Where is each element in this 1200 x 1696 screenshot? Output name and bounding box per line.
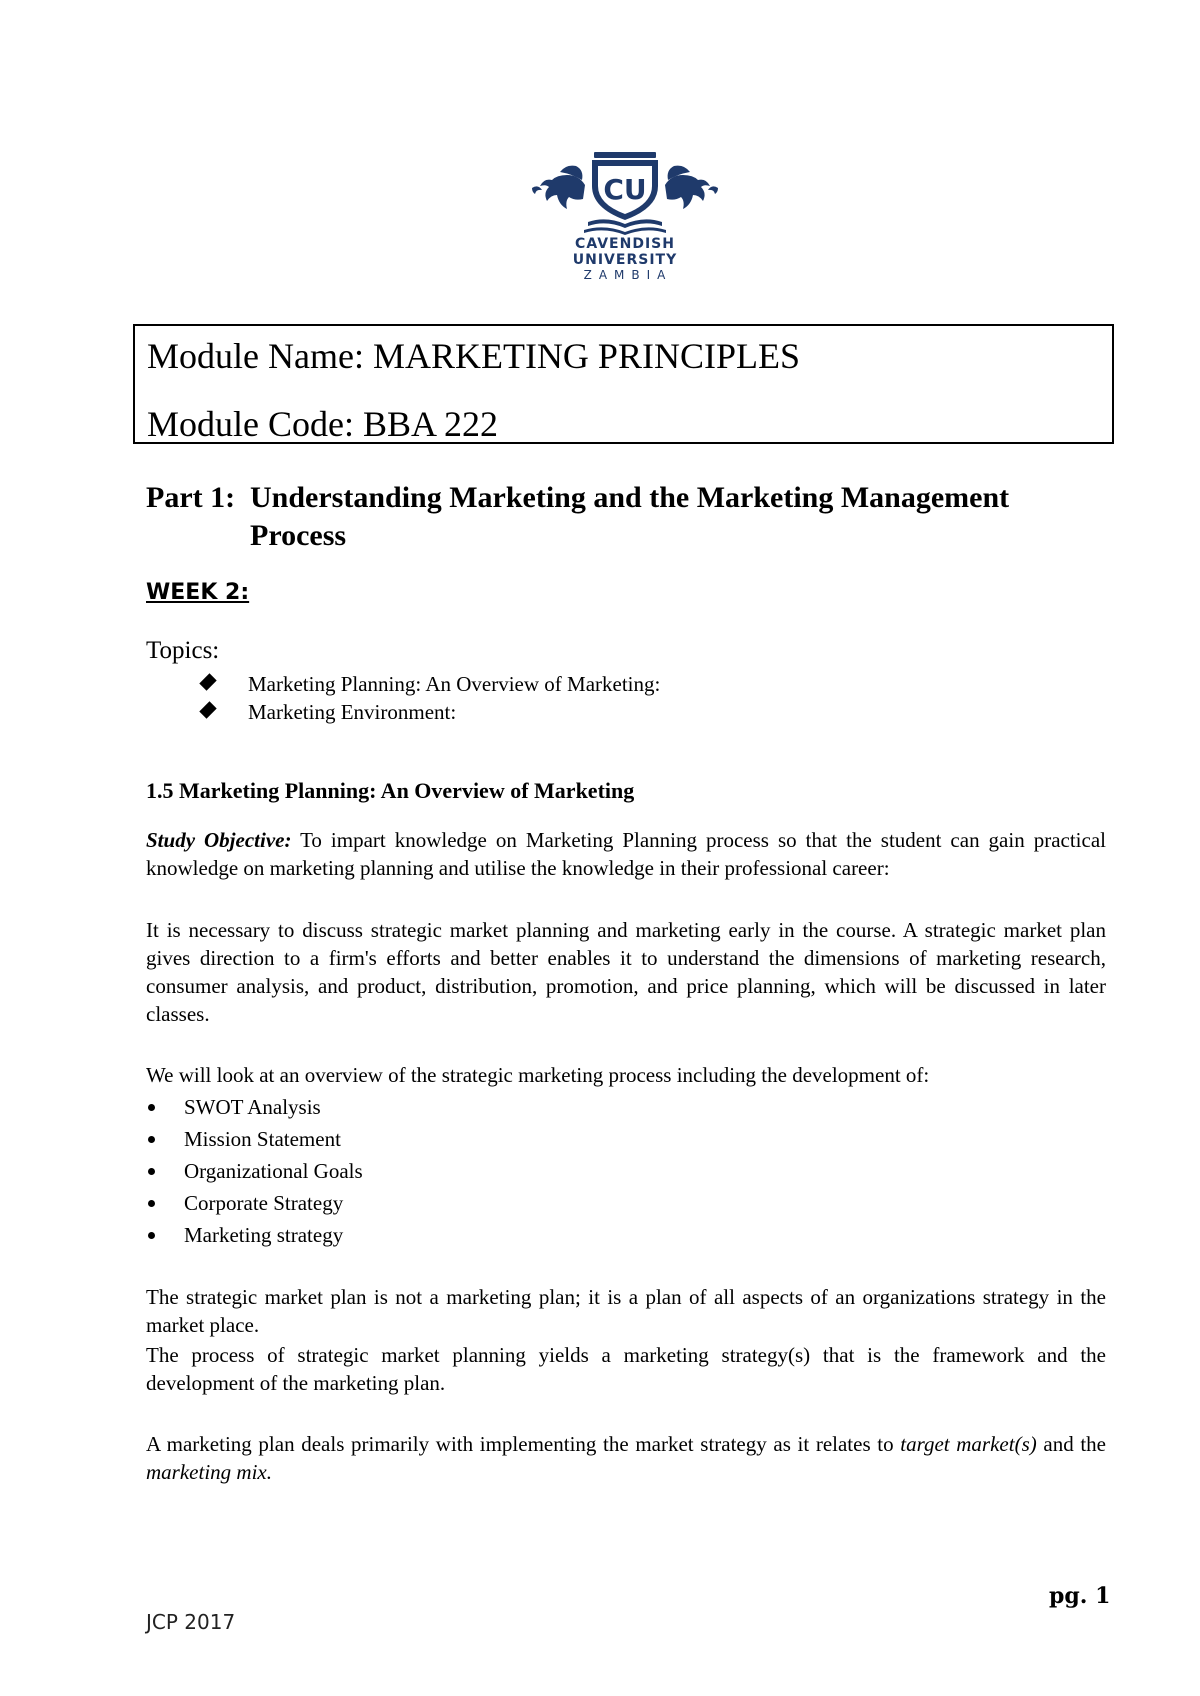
topics-label: Topics: (146, 637, 220, 664)
list-item: Mission Statement (146, 1123, 363, 1155)
footer-text: JCP 2017 (146, 1610, 236, 1634)
paragraph-overview: We will look at an overview of the strategic marketing process including the development of: (146, 1063, 930, 1087)
part-title-line2: Process (250, 519, 347, 552)
module-code: Module Code: BBA 222 (147, 404, 499, 444)
logo-line-university: UNIVERSITY (572, 252, 678, 268)
topics-list (200, 670, 660, 726)
university-logo (525, 150, 725, 294)
list-item: Marketing strategy (146, 1219, 363, 1251)
list-item: Organizational Goals (146, 1155, 363, 1187)
university-crest-icon (530, 150, 720, 236)
paragraph-process: The process of strategic market planning yields a marketing strategy(s) that is the framework and the development of the marketing plan. (146, 1343, 1106, 1395)
study-objective (146, 826, 1106, 882)
topic-item: Marketing Environment: (200, 698, 660, 726)
module-name: Module Name: MARKETING PRINCIPLES (147, 336, 800, 376)
diamond-bullet-icon (199, 701, 216, 718)
paragraph-marketing-plan: A marketing plan deals primarily with implementing the market strategy as it relates to target market(s) and the marketing mix. (146, 1432, 1107, 1484)
topic-item: Marketing Planning: An Overview of Marketing: (200, 670, 660, 698)
part-label: Part 1: (146, 481, 236, 514)
study-objective-text: To impart knowledge on Marketing Planning process so that the student can gain practical knowledge on marketing planning and utilise the knowledge in their professional career: (146, 828, 1106, 880)
logo-line-cavendish: CAVENDISH (575, 236, 675, 252)
week-heading: WEEK 2: (146, 580, 250, 605)
paragraph-intro: It is necessary to discuss strategic market planning and marketing early in the course. A strategic market plan gives direction to a firm's efforts and better enables it to understand the dimensions of marketing research, consumer analysis, and product, distribution, promotion, and price planning, which will be discussed in later classes. (146, 918, 1106, 1026)
svg-text:CU: CU (603, 173, 647, 206)
strategy-bullet-list (146, 1091, 363, 1251)
module-info-box (133, 324, 1114, 444)
list-item: SWOT Analysis (146, 1091, 363, 1123)
part-title (146, 479, 1106, 555)
section-heading: 1.5 Marketing Planning: An Overview of Marketing (146, 778, 635, 803)
page-number: pg. 1 (1049, 1583, 1111, 1609)
list-item: Corporate Strategy (146, 1187, 363, 1219)
logo-line-zambia: ZAMBIA (583, 268, 673, 282)
diamond-bullet-icon (199, 673, 216, 690)
study-objective-label: Study Objective: (146, 828, 292, 852)
part-title-line1: Understanding Marketing and the Marketing Management (250, 481, 1010, 514)
paragraph-market-plan: The strategic market plan is not a marketing plan; it is a plan of all aspects of an organizations strategy in the market place. (146, 1285, 1106, 1337)
